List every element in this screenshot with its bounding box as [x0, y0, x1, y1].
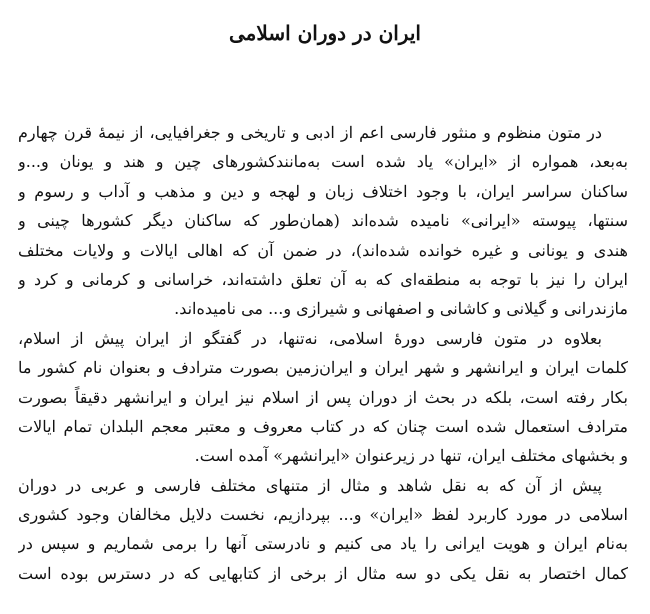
text-line: در متون منظوم و منثور فارسی اعم از ادبی و تاریخی و جغرافیایی، از نیمهٔ قرن چهارم — [18, 123, 602, 142]
text-line: بعلاوه در متون فارسی دورهٔ اسلامی، نه‌تنها، در گفتگو از ایران پیش از اسلام، — [18, 328, 603, 348]
body-text — [18, 118, 628, 588]
paragraph-1 — [18, 118, 628, 324]
text-line: کلمات ایران و ایرانشهر و شهر ایران و ایران‌زمین بصورت مترادف و بعنوان نام کشور ما — [18, 358, 628, 378]
text-line: کمال اختصار به نقل یکی دو سه مثال از برخی از کتابهایی که در دسترس بوده است — [18, 563, 628, 583]
text-line: و بخشهای مختلف ایران، تنها در زیرعنوان «ایرانشهر» آمده است. — [194, 446, 628, 466]
text-line: ایران را نیز با توجه به منطقه‌ای که به آن تعلق داشته‌اند، خراسانی و کرمانی و کرد و — [18, 269, 628, 289]
text-line: هندی و یونانی و غیره خوانده شده‌اند)، در ضمن آن که اهالی ایالات و ولایات مختلف — [18, 240, 628, 260]
page-title: ایران در دوران اسلامی — [229, 21, 421, 45]
text-line: پیش از آن که به نقل شاهد و مثال از متنهای مختلف فارسی و عربی در دوران — [18, 475, 602, 495]
paragraph-2 — [18, 324, 628, 471]
text-line: به‌بعد، همواره از «ایران» یاد شده است به‌مانندکشورهای چین و هند و یونان و...و — [18, 152, 628, 172]
text-line: اسلامی در مورد کاربرد لفظ «ایران» و... بپردازیم، نخست دلایل مخالفان وجود کشوری — [18, 505, 628, 525]
text-line: ساکنان سراسر ایران، با وجود اختلاف زبان و لهجه و دین و مذهب و آداب و رسوم و — [18, 181, 628, 201]
text-line: به‌نام ایران و هویت ایرانی را یاد می کنیم و نادرستی آنها را برمی شماریم و سپس در — [18, 534, 628, 554]
text-line: سنتها، پیوسته «ایرانی» نامیده شده‌اند (همان‌طور که ساکنان دیگر کشورها چینی و — [18, 211, 628, 231]
text-line: مازندرانی و گیلانی و کاشانی و اصفهانی و شیرازی و... می نامیده‌اند. — [174, 299, 628, 319]
paragraph-3 — [18, 471, 628, 589]
text-line: مترادف استعمال شده است چنان که در کتاب معروف و معتبر معجم البلدان تمام ایالات — [18, 416, 628, 436]
text-line: بکار رفته است، بلکه در بحث از دوران پس از اسلام نیز ایران و ایرانشهر دقیقاً بصورت — [18, 387, 628, 407]
